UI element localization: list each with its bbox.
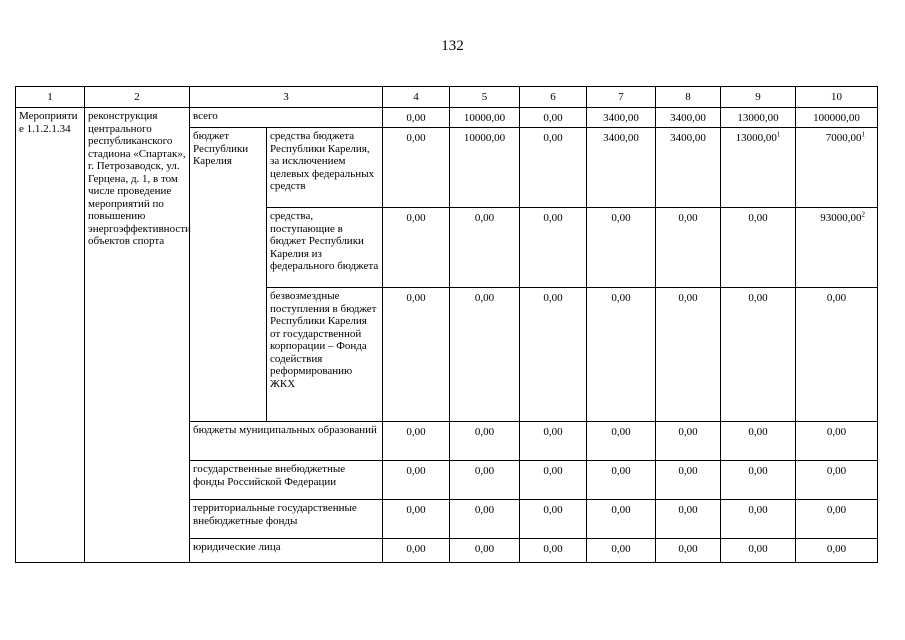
value-cell: 0,00 <box>450 422 520 461</box>
budget-table <box>15 86 878 563</box>
row-label: юридические лица <box>190 539 383 563</box>
row-label: территориальные государственные внебюджетные фонды <box>190 500 383 539</box>
value-cell: 13000,00 <box>721 108 796 128</box>
value-cell: 0,00 <box>383 108 450 128</box>
measure-id: Мероприятие 1.1.2.1.34 <box>16 108 85 563</box>
value-cell: 10000,00 <box>450 108 520 128</box>
footnote-mark: 2 <box>861 210 865 219</box>
value-cell: 0,00 <box>721 539 796 563</box>
header-cell: 8 <box>656 87 721 108</box>
value-cell: 3400,00 <box>587 108 656 128</box>
value-cell: 0,00 <box>450 500 520 539</box>
value-cell: 0,00 <box>587 539 656 563</box>
value-cell: 0,00 <box>721 208 796 288</box>
page-number: 132 <box>441 38 464 54</box>
value-cell: 0,00 <box>587 208 656 288</box>
value-cell: 0,00 <box>587 500 656 539</box>
value-cell: 3400,00 <box>656 128 721 208</box>
value-cell: 100000,00 <box>796 108 878 128</box>
value-cell: 0,00 <box>520 128 587 208</box>
value-cell: 10000,00 <box>450 128 520 208</box>
footnote-mark: 1 <box>776 130 781 139</box>
value-cell: 7000,00$^1$ <box>796 128 878 208</box>
value-cell: 0,00 <box>721 500 796 539</box>
value-cell: 0,00 <box>520 422 587 461</box>
value-cell: 0,00 <box>656 422 721 461</box>
row-label: государственные внебюджетные фонды Российской Федерации <box>190 461 383 500</box>
value-cell: 0,00 <box>656 500 721 539</box>
value-cell: 0,00 <box>796 539 878 563</box>
value-cell: 0,00 <box>587 461 656 500</box>
header-cell: 7 <box>587 87 656 108</box>
value-cell: 0,00 <box>796 500 878 539</box>
value-cell: 0,00 <box>383 461 450 500</box>
value-cell: 0,00 <box>383 288 450 422</box>
value-cell: 0,00 <box>796 288 878 422</box>
value-cell: 0,00 <box>450 208 520 288</box>
value-cell: 0,00 <box>656 288 721 422</box>
row-label: средства бюджета Республики Карелия, за исключением целевых федеральных средств <box>267 128 383 208</box>
value-cell: 0,00 <box>587 422 656 461</box>
table-row <box>16 108 878 128</box>
value-cell: 0,00 <box>656 208 721 288</box>
value-cell: 13000,00$^1$ <box>721 128 796 208</box>
header-cell: 4 <box>383 87 450 108</box>
value-cell: 0,00 <box>520 500 587 539</box>
value-cell: 0,00 <box>520 208 587 288</box>
value-cell: 0,00 <box>587 288 656 422</box>
value-cell: 0,00 <box>383 422 450 461</box>
value-cell: 3400,00 <box>587 128 656 208</box>
header-cell: 1 <box>16 87 85 108</box>
value-cell: 0,00 <box>520 108 587 128</box>
row-label: безвозмездные поступления в бюджет Республики Карелия от государственной корпорации – Фонда содействия реформированию ЖКХ <box>267 288 383 422</box>
value-cell: 0,00 <box>520 539 587 563</box>
value-cell: 0,00 <box>656 539 721 563</box>
row-label: бюджеты муниципальных образований <box>190 422 383 461</box>
value-cell: 3400,00 <box>656 108 721 128</box>
value-cell: 0,00 <box>721 461 796 500</box>
value-cell: 0,00 <box>450 288 520 422</box>
value-cell: 0,00 <box>721 422 796 461</box>
header-cell: 10 <box>796 87 878 108</box>
value-cell: 0,00 <box>796 422 878 461</box>
row-group-label: бюджет Республики Карелия <box>190 128 267 422</box>
footnote-mark: 1 <box>861 130 865 139</box>
header-row <box>16 87 878 108</box>
header-cell: 6 <box>520 87 587 108</box>
value-cell: 93000,00$^2$ <box>796 208 878 288</box>
value-cell: 0,00 <box>656 461 721 500</box>
value-cell: 0,00 <box>383 128 450 208</box>
value-cell: 0,00 <box>450 461 520 500</box>
value-cell: 0,00 <box>383 208 450 288</box>
header-cell: 5 <box>450 87 520 108</box>
header-cell: 3 <box>190 87 383 108</box>
value-cell: 0,00 <box>721 288 796 422</box>
row-label: всего <box>190 108 383 128</box>
header-cell: 2 <box>85 87 190 108</box>
row-label: средства, поступающие в бюджет Республики Карелия из федерального бюджета <box>267 208 383 288</box>
measure-description: реконструкция центрального республиканского стадиона «Спартак», г. Петрозаводск, ул. Герцена, д. 1, в том числе проведение мероприятий по повышению энергоэффективности объектов спорта <box>85 108 190 563</box>
value-cell: 0,00 <box>383 500 450 539</box>
value-cell: 0,00 <box>796 461 878 500</box>
value-cell: 0,00 <box>520 461 587 500</box>
header-cell: 9 <box>721 87 796 108</box>
value-cell: 0,00 <box>520 288 587 422</box>
value-cell: 0,00 <box>383 539 450 563</box>
value-cell: 0,00 <box>450 539 520 563</box>
